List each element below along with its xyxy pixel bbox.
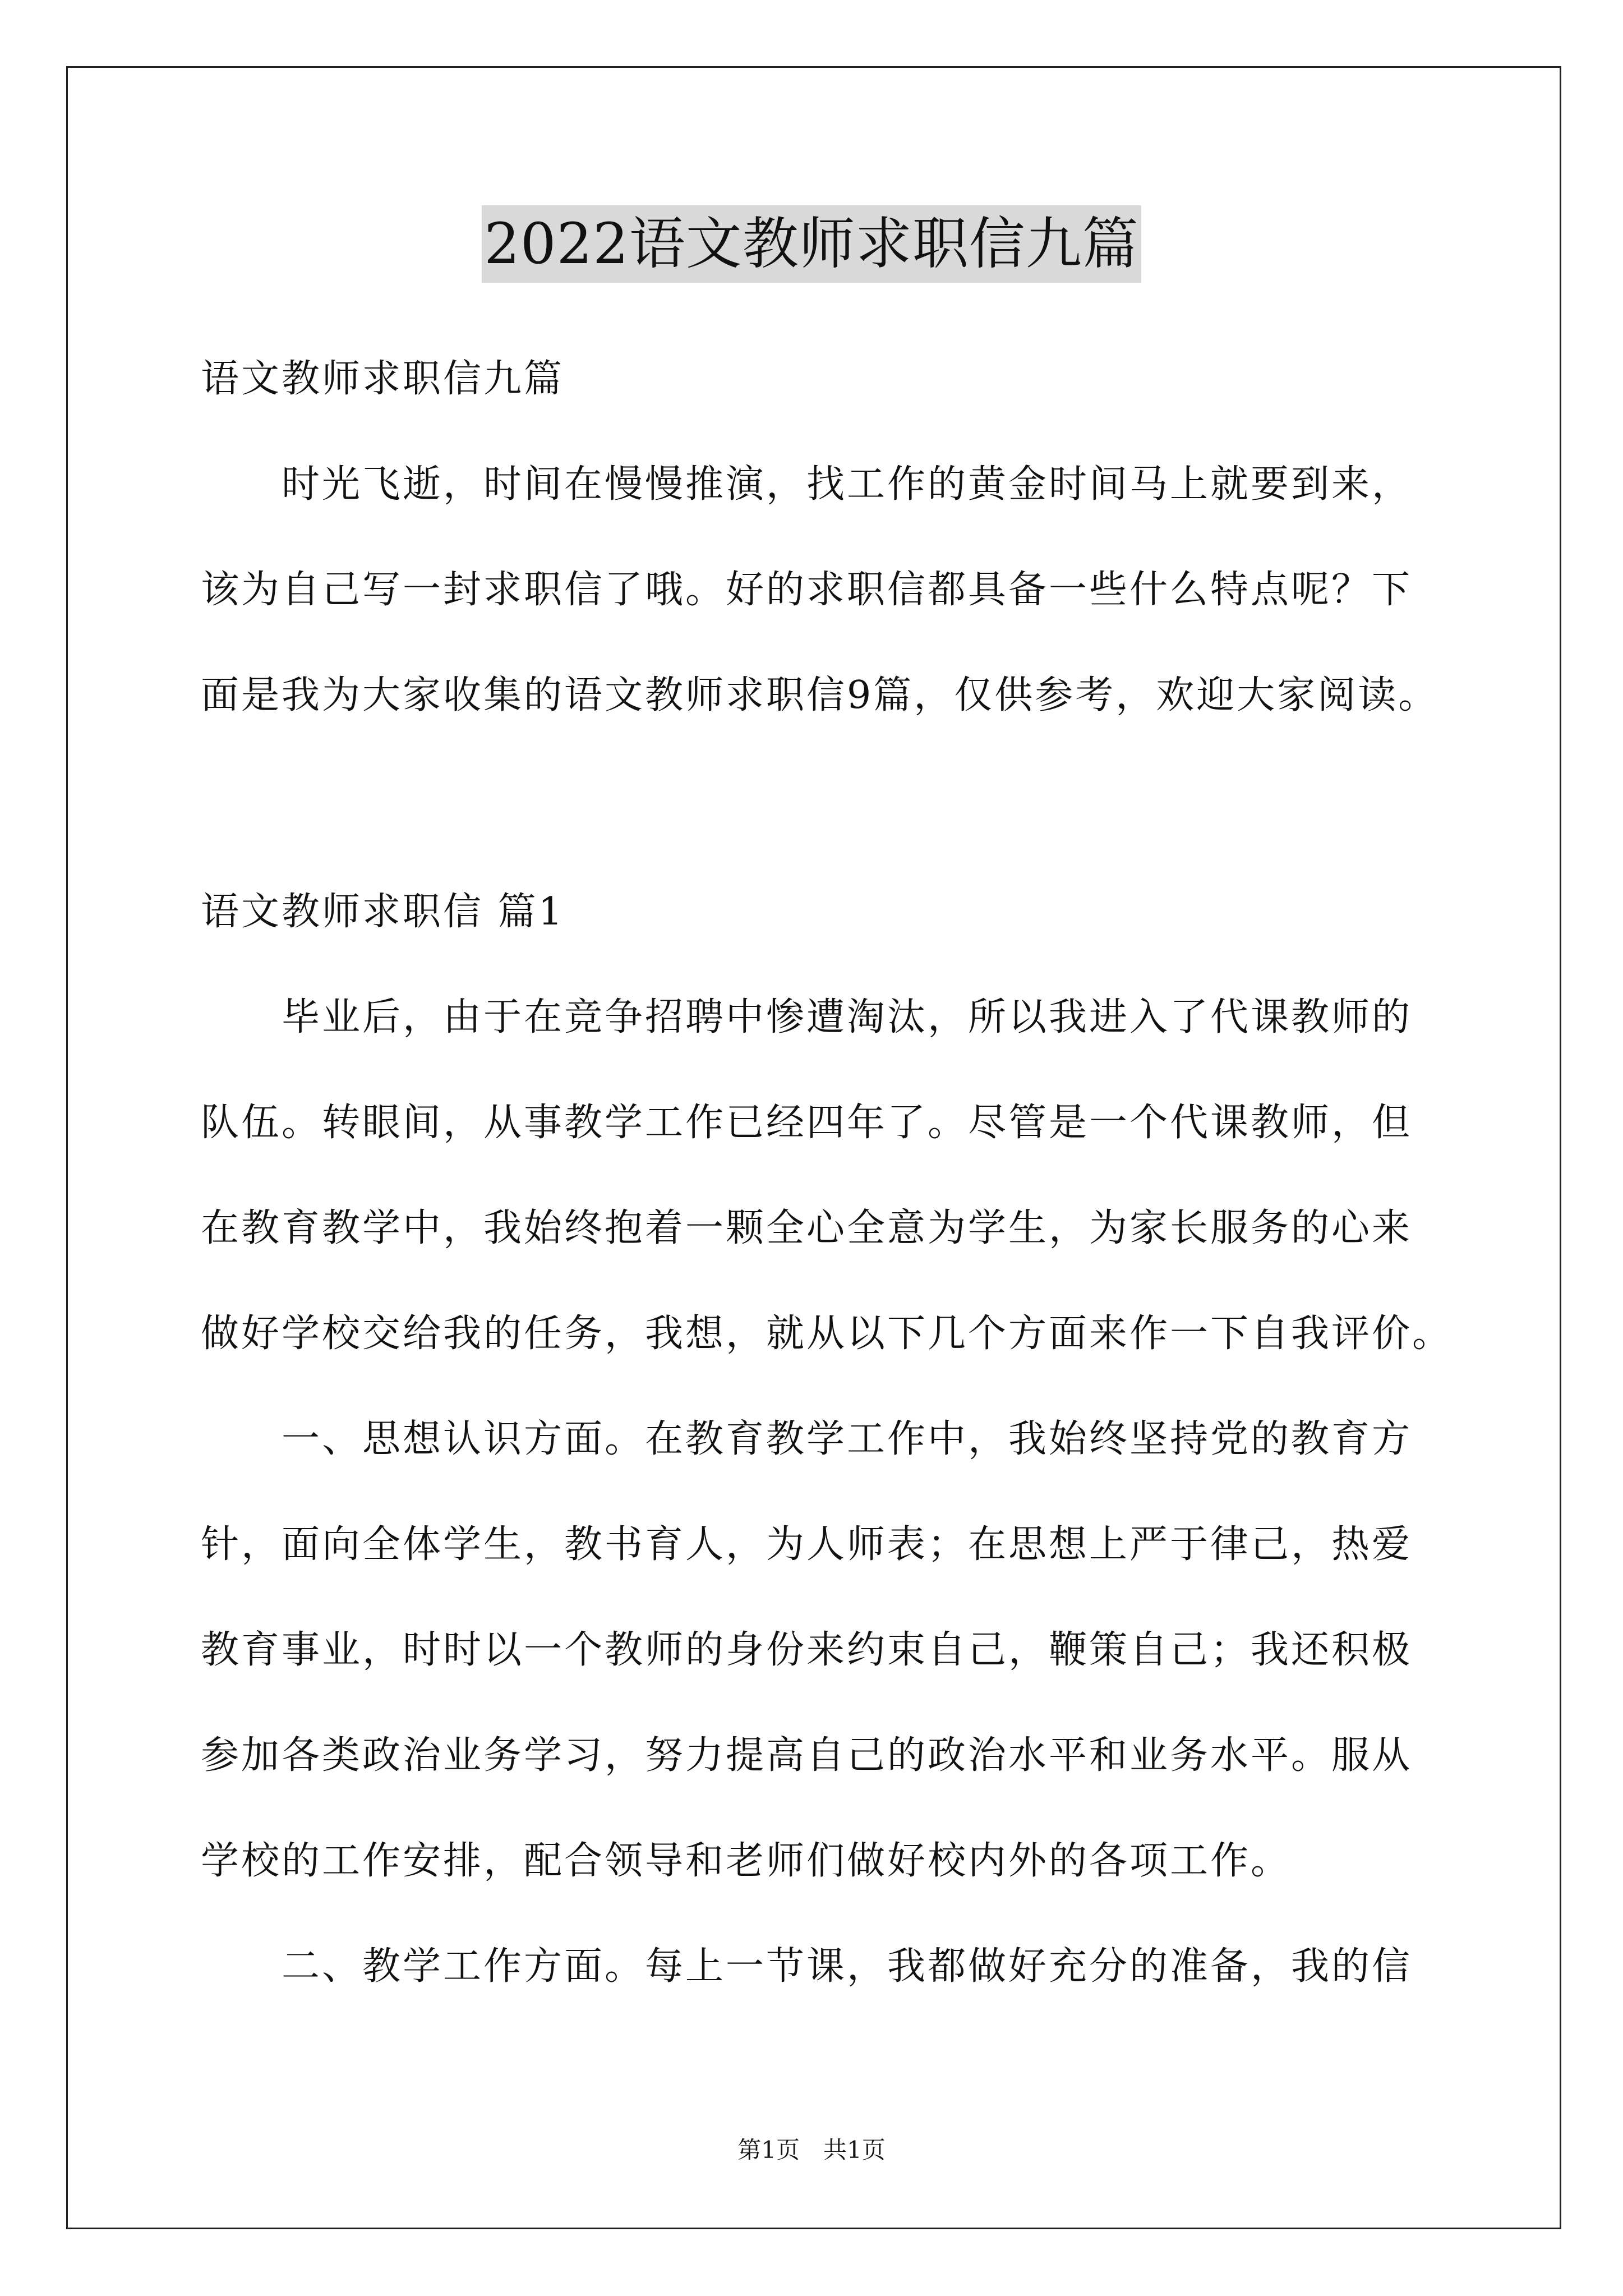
body-line: 教育事业，时时以一个教师的身份来约束自己，鞭策自己；我还积极 [201, 1628, 1413, 1672]
document-title: 2022语文教师求职信九篇 [482, 205, 1141, 283]
body-line: 毕业后，由于在竞争招聘中惨遭淘汰，所以我进入了代课教师的 [282, 995, 1413, 1039]
body-line: 时光飞逝，时间在慢慢推演，找工作的黄金时间马上就要到来， [282, 462, 1413, 507]
subtitle-line: 语文教师求职信九篇 [201, 357, 565, 401]
body-line: 一、思想认识方面。在教育教学工作中，我始终坚持党的教育方 [282, 1417, 1413, 1461]
body-line: 二、教学工作方面。每上一节课，我都做好充分的准备，我的信 [282, 1944, 1413, 1989]
body-line: 参加各类政治业务学习，努力提高自己的政治水平和业务水平。服从 [201, 1733, 1413, 1778]
body-line: 学校的工作安排，配合领导和老师们做好校内外的各项工作。 [201, 1839, 1292, 1883]
body-line: 做好学校交给我的任务，我想，就从以下几个方面来作一下自我评价。 [201, 1312, 1453, 1356]
body-line: 在教育教学中，我始终抱着一颗全心全意为学生，为家长服务的心来 [201, 1206, 1413, 1250]
title-container [0, 205, 1623, 283]
body-line: 针，面向全体学生，教书育人，为人师表；在思想上严于律己，热爱 [201, 1522, 1413, 1567]
section-heading: 语文教师求职信 篇1 [201, 890, 565, 934]
page-footer: 第1页 共1页 [737, 2136, 886, 2164]
body-line: 该为自己写一封求职信了哦。好的求职信都具备一些什么特点呢？下 [201, 568, 1413, 612]
body-line: 面是我为大家收集的语文教师求职信9篇，仅供参考，欢迎大家阅读。 [201, 673, 1439, 717]
body-line: 队伍。转眼间，从事教学工作已经四年了。尽管是一个代课教师，但 [201, 1101, 1413, 1145]
